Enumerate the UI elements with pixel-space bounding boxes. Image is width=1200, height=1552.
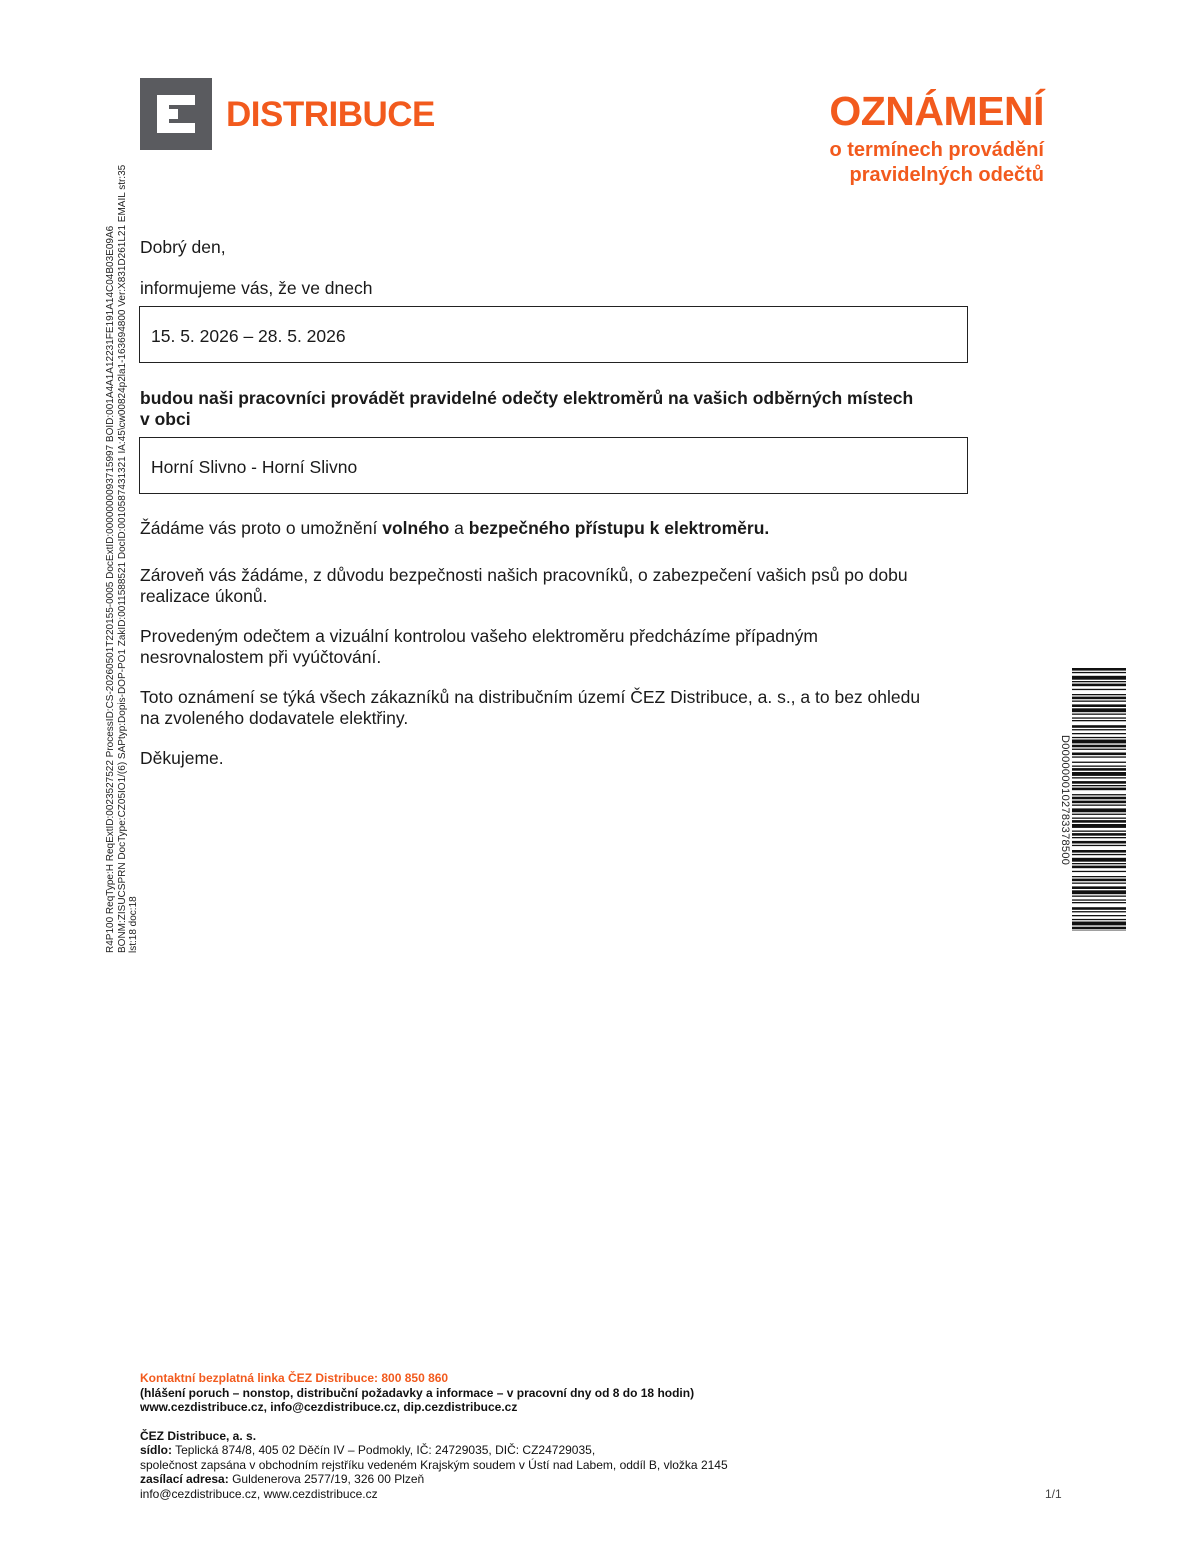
footer-hotline: Kontaktní bezplatná linka ČEZ Distribuce: 800 850 860 bbox=[140, 1371, 449, 1385]
footer-mail-label: zasílací adresa: bbox=[140, 1472, 229, 1486]
workers-line-1: budou naši pracovníci provádět pravidelné odečty elektroměrů na vašich odběrných místech bbox=[140, 388, 914, 408]
dogs-line-1: Zároveň vás žádáme, z důvodu bezpečnosti našich pracovníků, o zabezpečení vašich psů po dobu bbox=[140, 565, 908, 585]
page-number: 1/1 bbox=[1045, 1487, 1062, 1501]
technical-id-line-2: BONM:ZISUCSPRN DocType:CZ05IO1/(6) SAPtyp:Dopis-DOP-PO1 ZakID:0011588521 DocID:0010587431321 IA:45\cw00824p2la1-163694800 Ver:X831D261L21 EMAIL str:35 bbox=[116, 164, 128, 953]
dogs-line-2: realizace úkonů. bbox=[140, 586, 268, 606]
access-text-1: Žádáme vás proto o umožnění bbox=[140, 518, 383, 538]
scope-paragraph bbox=[140, 687, 920, 729]
dogs-paragraph bbox=[140, 565, 908, 607]
footer-seat bbox=[140, 1443, 728, 1458]
location-value: Horní Slivno - Horní Slivno bbox=[151, 457, 358, 477]
technical-id-line-3: lst:18 doc:18 bbox=[128, 896, 139, 953]
footer-mail-address bbox=[140, 1472, 728, 1487]
scope-line-1: Toto oznámení se týká všech zákazníků na distribučním území ČEZ Distribuce, a. s., a to bez ohledu bbox=[140, 687, 921, 707]
workers-line-2: v obci bbox=[140, 409, 191, 429]
footer-company-name: ČEZ Distribuce, a. s. bbox=[140, 1428, 257, 1443]
access-bold-2: bezpečného přístupu k elektroměru. bbox=[468, 518, 770, 538]
thanks-text: Děkujeme. bbox=[140, 748, 224, 768]
reading-paragraph bbox=[140, 626, 818, 668]
reading-line-2: nesrovnalostem při vyúčtování. bbox=[140, 647, 382, 667]
subtitle-line-2: pravidelných odečtů bbox=[849, 164, 1044, 186]
footer-mail-value: Guldenerova 2577/19, 326 00 Plzeň bbox=[228, 1472, 425, 1486]
access-paragraph bbox=[140, 518, 769, 539]
footer-contacts: info@cezdistribuce.cz, www.cezdistribuce.cz bbox=[140, 1486, 378, 1501]
access-bold-1: volného bbox=[382, 518, 450, 538]
location-box bbox=[139, 437, 968, 494]
scope-line-2: na zvoleného dodavatele elektřiny. bbox=[140, 708, 409, 728]
subtitle-line-1: o termínech provádění bbox=[829, 139, 1044, 161]
document-subtitle bbox=[724, 138, 1044, 188]
footer-seat-label: sídlo: bbox=[140, 1443, 172, 1457]
footer-hotline-note: (hlášení poruch – nonstop, distribuční požadavky a informace – v pracovní dny od 8 do 18 hodin) bbox=[140, 1385, 695, 1400]
workers-paragraph bbox=[140, 388, 913, 430]
barcode-number: D0000000102783378500 bbox=[1059, 735, 1071, 866]
footer-web-links: www.cezdistribuce.cz, info@cezdistribuce.cz, dip.cezdistribuce.cz bbox=[140, 1400, 518, 1414]
dates-box bbox=[139, 306, 968, 363]
cez-logo-icon bbox=[140, 78, 212, 150]
footer-seat-value: Teplická 874/8, 405 02 Děčín IV – Podmokly, IČ: 24729035, DIČ: CZ24729035, bbox=[172, 1443, 596, 1457]
logo-wordmark: DISTRIBUCE bbox=[226, 95, 435, 134]
intro-text: informujeme vás, že ve dnech bbox=[140, 278, 373, 298]
access-text-2: a bbox=[449, 518, 469, 538]
dates-value: 15. 5. 2026 – 28. 5. 2026 bbox=[151, 326, 346, 346]
technical-id-strip bbox=[105, 165, 140, 953]
footer-registry: společnost zapsána v obchodním rejstříku vedeném Krajským soudem v Ústí nad Labem, oddíl B, vložka 2145 bbox=[140, 1457, 728, 1472]
reading-line-1: Provedeným odečtem a vizuální kontrolou vašeho elektroměru předcházíme případným bbox=[140, 626, 818, 646]
greeting: Dobrý den, bbox=[140, 237, 226, 257]
document-title: OZNÁMENÍ bbox=[829, 88, 1044, 134]
technical-id-line-1: R4P100 ReqType:H ReqExtID:0023527522 ProcessID:CS-20260501T220155-0005 DocExtID:0000000093715997 BOID:001A4A1A12231FE191A14C04B03E09A6 bbox=[105, 225, 116, 953]
footer bbox=[140, 1371, 728, 1501]
barcode-icon bbox=[1072, 668, 1126, 931]
